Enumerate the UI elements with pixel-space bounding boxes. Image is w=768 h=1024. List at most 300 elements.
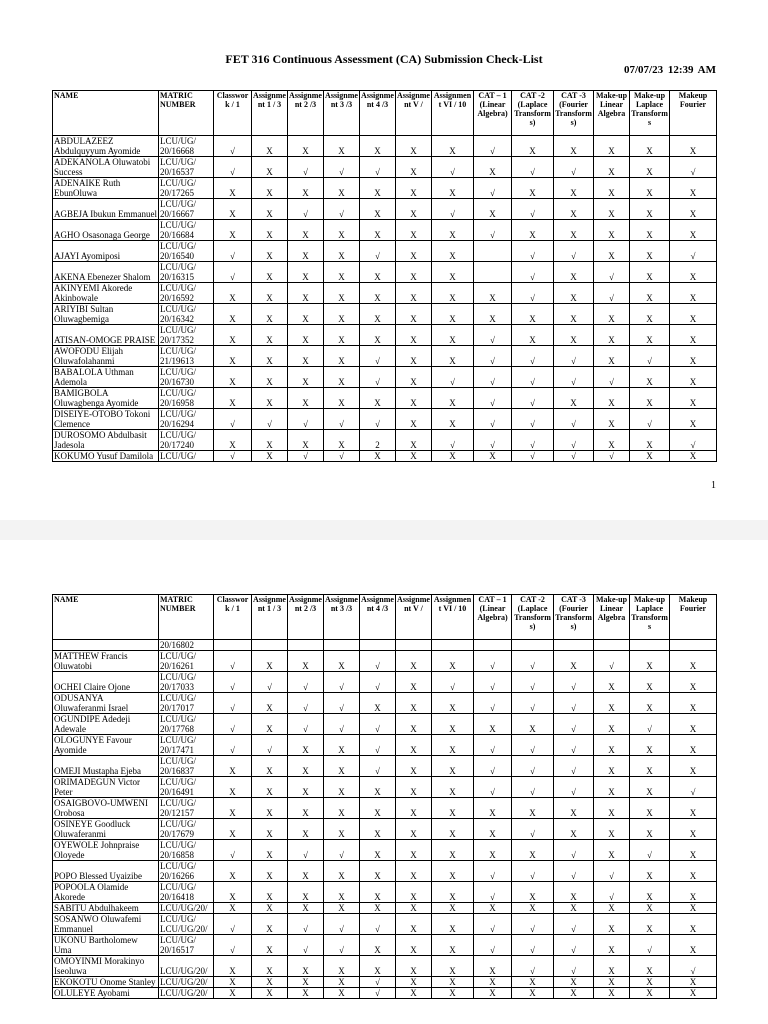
- submission-mark-cell: X: [288, 220, 324, 241]
- submission-mark-cell: X: [396, 262, 432, 283]
- submission-mark-cell: √: [554, 430, 594, 451]
- submission-mark-cell: √: [288, 157, 324, 178]
- submission-mark-cell: X: [214, 977, 252, 988]
- submission-mark-cell: X: [670, 262, 717, 283]
- submission-mark-cell: X: [594, 241, 630, 262]
- submission-mark-cell: X: [214, 798, 252, 819]
- submission-mark-cell: X: [474, 283, 512, 304]
- submission-mark-cell: √: [252, 672, 288, 693]
- submission-mark-cell: X: [670, 367, 717, 388]
- submission-mark-cell: X: [512, 325, 554, 346]
- submission-mark-cell: √: [324, 451, 360, 462]
- submission-mark-cell: √: [432, 199, 474, 220]
- submission-mark-cell: X: [594, 777, 630, 798]
- submission-mark-cell: X: [594, 735, 630, 756]
- submission-mark-cell: X: [214, 430, 252, 451]
- submission-mark-cell: X: [288, 388, 324, 409]
- submission-mark-cell: X: [324, 178, 360, 199]
- submission-mark-cell: √: [512, 409, 554, 430]
- submission-mark-cell: √: [512, 388, 554, 409]
- submission-mark-cell: X: [252, 199, 288, 220]
- matric-number-cell: LCU/UG/ 20/16592: [159, 283, 214, 304]
- submission-mark-cell: X: [432, 819, 474, 840]
- column-header: Assignment 2 /3: [288, 91, 324, 136]
- submission-mark-cell: X: [396, 220, 432, 241]
- matric-number-cell: LCU/UG/ 20/17352: [159, 325, 214, 346]
- submission-mark-cell: X: [288, 367, 324, 388]
- submission-mark-cell: X: [214, 882, 252, 903]
- submission-mark-cell: X: [432, 935, 474, 956]
- submission-mark-cell: X: [396, 136, 432, 157]
- submission-mark-cell: X: [594, 914, 630, 935]
- submission-mark-cell: √: [554, 451, 594, 462]
- submission-mark-cell: √: [324, 693, 360, 714]
- submission-mark-cell: X: [594, 136, 630, 157]
- matric-number-cell: LCU/UG/ 20/16858: [159, 840, 214, 861]
- table-row: [53, 956, 717, 977]
- submission-mark-cell: X: [630, 861, 670, 882]
- table-row: [53, 640, 717, 651]
- submission-mark-cell: X: [594, 693, 630, 714]
- submission-mark-cell: √: [554, 157, 594, 178]
- table-row: [53, 178, 717, 199]
- submission-mark-cell: X: [512, 903, 554, 914]
- submission-mark-cell: X: [630, 988, 670, 999]
- submission-mark-cell: X: [670, 977, 717, 988]
- student-name-cell: AJAYI Ayomiposi: [53, 241, 159, 262]
- submission-mark-cell: X: [432, 451, 474, 462]
- submission-mark-cell: X: [432, 262, 474, 283]
- submission-mark-cell: √: [474, 136, 512, 157]
- submission-mark-cell: X: [474, 819, 512, 840]
- submission-mark-cell: √: [214, 693, 252, 714]
- submission-mark-cell: √: [214, 136, 252, 157]
- submission-mark-cell: X: [670, 199, 717, 220]
- submission-mark-cell: X: [396, 651, 432, 672]
- submission-mark-cell: X: [360, 388, 396, 409]
- submission-mark-cell: X: [396, 903, 432, 914]
- student-name-cell: OMOYINMI Morakinyo Iseoluwa: [53, 956, 159, 977]
- submission-mark-cell: √: [594, 861, 630, 882]
- submission-mark-cell: √: [214, 935, 252, 956]
- submission-mark-cell: X: [554, 882, 594, 903]
- matric-number-cell: LCU/UG/ 20/16958: [159, 388, 214, 409]
- submission-mark-cell: X: [288, 777, 324, 798]
- matric-number-cell: LCU/UG/ 20/17768: [159, 714, 214, 735]
- column-header: Classwork / 1: [214, 595, 252, 640]
- submission-mark-cell: √: [324, 157, 360, 178]
- submission-mark-cell: X: [288, 735, 324, 756]
- submission-mark-cell: X: [594, 903, 630, 914]
- submission-mark-cell: √: [360, 409, 396, 430]
- column-header: CAT -2 (Laplace Transforms): [512, 91, 554, 136]
- submission-mark-cell: X: [630, 903, 670, 914]
- matric-number-cell: LCU/UG/ 20/17017: [159, 693, 214, 714]
- submission-mark-cell: X: [288, 956, 324, 977]
- submission-mark-cell: X: [670, 346, 717, 367]
- submission-mark-cell: X: [554, 220, 594, 241]
- submission-mark-cell: √: [360, 346, 396, 367]
- submission-mark-cell: X: [512, 840, 554, 861]
- submission-mark-cell: X: [396, 325, 432, 346]
- submission-mark-cell: X: [670, 988, 717, 999]
- matric-number-cell: LCU/UG/ 20/17033: [159, 672, 214, 693]
- submission-mark-cell: X: [594, 840, 630, 861]
- submission-mark-cell: X: [396, 819, 432, 840]
- submission-mark-cell: √: [288, 914, 324, 935]
- submission-mark-cell: [594, 640, 630, 651]
- submission-mark-cell: X: [670, 672, 717, 693]
- submission-mark-cell: √: [670, 430, 717, 451]
- submission-mark-cell: X: [252, 157, 288, 178]
- matric-number-cell: LCU/UG/ 20/16418: [159, 882, 214, 903]
- submission-mark-cell: X: [396, 199, 432, 220]
- submission-mark-cell: √: [554, 777, 594, 798]
- submission-mark-cell: √: [554, 756, 594, 777]
- matric-number-cell: LCU/UG/ 20/16342: [159, 304, 214, 325]
- submission-mark-cell: X: [360, 882, 396, 903]
- submission-mark-cell: X: [288, 178, 324, 199]
- submission-mark-cell: √: [554, 693, 594, 714]
- matric-number-cell: LCU/UG/ 20/16294: [159, 409, 214, 430]
- submission-mark-cell: √: [252, 735, 288, 756]
- table-row: [53, 283, 717, 304]
- submission-mark-cell: X: [554, 798, 594, 819]
- submission-mark-cell: X: [432, 136, 474, 157]
- submission-mark-cell: √: [324, 714, 360, 735]
- submission-mark-cell: √: [474, 325, 512, 346]
- submission-mark-cell: √: [360, 714, 396, 735]
- submission-mark-cell: X: [360, 861, 396, 882]
- submission-mark-cell: X: [594, 935, 630, 956]
- student-name-cell: AWOFODU Elijah Oluwafolahanmi: [53, 346, 159, 367]
- submission-mark-cell: X: [630, 241, 670, 262]
- submission-mark-cell: X: [630, 882, 670, 903]
- submission-mark-cell: √: [288, 693, 324, 714]
- submission-mark-cell: X: [360, 798, 396, 819]
- matric-number-cell: LCU/UG/ LCU/UG/20/: [159, 914, 214, 935]
- submission-mark-cell: √: [554, 735, 594, 756]
- column-header: Makeup Fourier: [670, 595, 717, 640]
- submission-mark-cell: [324, 640, 360, 651]
- submission-mark-cell: X: [630, 956, 670, 977]
- submission-mark-cell: X: [252, 220, 288, 241]
- submission-mark-cell: [214, 640, 252, 651]
- submission-mark-cell: X: [288, 262, 324, 283]
- submission-mark-cell: X: [594, 956, 630, 977]
- submission-mark-cell: [396, 640, 432, 651]
- submission-mark-cell: [670, 640, 717, 651]
- submission-mark-cell: X: [288, 756, 324, 777]
- submission-mark-cell: X: [324, 756, 360, 777]
- submission-mark-cell: X: [432, 651, 474, 672]
- submission-mark-cell: X: [670, 861, 717, 882]
- submission-mark-cell: [432, 640, 474, 651]
- document-title: FET 316 Continuous Assessment (CA) Submission Check-List: [225, 52, 543, 66]
- submission-mark-cell: X: [630, 430, 670, 451]
- submission-mark-cell: √: [594, 262, 630, 283]
- matric-number-cell: LCU/UG/ 20/16668: [159, 136, 214, 157]
- submission-mark-cell: X: [214, 178, 252, 199]
- submission-mark-cell: X: [432, 409, 474, 430]
- submission-mark-cell: X: [630, 819, 670, 840]
- submission-mark-cell: X: [324, 304, 360, 325]
- submission-mark-cell: √: [360, 914, 396, 935]
- submission-mark-cell: X: [396, 178, 432, 199]
- submission-mark-cell: X: [554, 136, 594, 157]
- matric-number-cell: LCU/UG/ 20/16684: [159, 220, 214, 241]
- submission-mark-cell: X: [214, 903, 252, 914]
- table-row: [53, 304, 717, 325]
- submission-mark-cell: X: [396, 914, 432, 935]
- submission-mark-cell: √: [512, 199, 554, 220]
- submission-mark-cell: X: [214, 956, 252, 977]
- submission-mark-cell: √: [474, 756, 512, 777]
- table-row: [53, 735, 717, 756]
- matric-number-cell: 20/16802: [159, 640, 214, 651]
- table-row: [53, 262, 717, 283]
- column-header: Assignment V /: [396, 595, 432, 640]
- submission-mark-cell: X: [670, 903, 717, 914]
- submission-mark-cell: X: [432, 882, 474, 903]
- submission-mark-cell: √: [214, 651, 252, 672]
- student-name-cell: DUROSOMO Abdulbasit Jadesola: [53, 430, 159, 451]
- submission-mark-cell: X: [360, 956, 396, 977]
- submission-mark-cell: X: [324, 819, 360, 840]
- submission-mark-cell: X: [670, 819, 717, 840]
- submission-mark-cell: X: [512, 304, 554, 325]
- submission-mark-cell: X: [594, 756, 630, 777]
- submission-mark-cell: X: [252, 451, 288, 462]
- student-name-cell: OLULEYE Ayobami: [53, 988, 159, 999]
- submission-mark-cell: √: [432, 430, 474, 451]
- checklist-table-page-2: [52, 594, 717, 999]
- submission-mark-cell: X: [554, 903, 594, 914]
- column-header: Assignment 4 /3: [360, 91, 396, 136]
- submission-mark-cell: X: [252, 367, 288, 388]
- submission-mark-cell: √: [474, 882, 512, 903]
- submission-mark-cell: X: [670, 325, 717, 346]
- submission-mark-cell: √: [554, 714, 594, 735]
- submission-mark-cell: X: [214, 220, 252, 241]
- table-row: [53, 988, 717, 999]
- submission-mark-cell: [512, 640, 554, 651]
- submission-mark-cell: √: [512, 346, 554, 367]
- submission-mark-cell: √: [432, 672, 474, 693]
- submission-mark-cell: X: [214, 283, 252, 304]
- submission-mark-cell: X: [396, 304, 432, 325]
- table-row: [53, 367, 717, 388]
- submission-mark-cell: X: [630, 672, 670, 693]
- submission-mark-cell: X: [594, 819, 630, 840]
- submission-mark-cell: X: [432, 903, 474, 914]
- submission-mark-cell: √: [630, 409, 670, 430]
- submission-mark-cell: X: [554, 651, 594, 672]
- submission-mark-cell: X: [252, 977, 288, 988]
- submission-mark-cell: X: [252, 693, 288, 714]
- column-header: Assignment 3 /3: [324, 91, 360, 136]
- submission-mark-cell: √: [554, 409, 594, 430]
- column-header: Assignment 2 /3: [288, 595, 324, 640]
- student-name-cell: ARIYIBI Sultan Oluwagbemiga: [53, 304, 159, 325]
- submission-mark-cell: √: [474, 346, 512, 367]
- submission-mark-cell: √: [554, 840, 594, 861]
- column-header: Make-up Laplace Transforms: [630, 595, 670, 640]
- student-name-cell: OYEWOLE Johnpraise Oloyede: [53, 840, 159, 861]
- column-header: Make-up Laplace Transforms: [630, 91, 670, 136]
- submission-mark-cell: X: [360, 840, 396, 861]
- submission-mark-cell: X: [252, 988, 288, 999]
- submission-mark-cell: X: [670, 840, 717, 861]
- submission-mark-cell: X: [288, 903, 324, 914]
- submission-mark-cell: √: [594, 882, 630, 903]
- submission-mark-cell: √: [474, 430, 512, 451]
- submission-mark-cell: X: [360, 178, 396, 199]
- student-name-cell: AGBEJA Ibukun Emmanuel: [53, 199, 159, 220]
- submission-mark-cell: X: [324, 241, 360, 262]
- submission-mark-cell: X: [324, 283, 360, 304]
- checklist-table-page-1: [52, 90, 717, 462]
- submission-mark-cell: X: [432, 346, 474, 367]
- student-name-cell: OCHEI Claire Ojone: [53, 672, 159, 693]
- submission-mark-cell: X: [432, 388, 474, 409]
- submission-mark-cell: X: [670, 409, 717, 430]
- table-row: [53, 756, 717, 777]
- table-row: [53, 388, 717, 409]
- submission-mark-cell: X: [396, 756, 432, 777]
- submission-mark-cell: X: [670, 283, 717, 304]
- submission-mark-cell: X: [432, 178, 474, 199]
- submission-mark-cell: √: [474, 777, 512, 798]
- column-header: CAT -3 (Fourier Transforms): [554, 91, 594, 136]
- student-name-cell: ADEKANOLA Oluwatobi Success: [53, 157, 159, 178]
- submission-mark-cell: X: [214, 819, 252, 840]
- table-row: [53, 861, 717, 882]
- submission-mark-cell: √: [474, 735, 512, 756]
- submission-mark-cell: X: [594, 977, 630, 988]
- submission-mark-cell: X: [432, 756, 474, 777]
- submission-mark-cell: √: [360, 672, 396, 693]
- submission-mark-cell: X: [396, 777, 432, 798]
- submission-mark-cell: √: [630, 714, 670, 735]
- submission-mark-cell: √: [214, 672, 252, 693]
- submission-mark-cell: X: [554, 178, 594, 199]
- student-name-cell: ORIMADEGUN Victor Peter: [53, 777, 159, 798]
- submission-mark-cell: X: [474, 840, 512, 861]
- submission-mark-cell: X: [630, 220, 670, 241]
- submission-mark-cell: X: [670, 651, 717, 672]
- column-header: NAME: [53, 91, 159, 136]
- matric-number-cell: LCU/UG/ 20/16540: [159, 241, 214, 262]
- submission-mark-cell: X: [252, 798, 288, 819]
- submission-mark-cell: √: [512, 693, 554, 714]
- submission-mark-cell: √: [512, 651, 554, 672]
- submission-mark-cell: X: [670, 388, 717, 409]
- submission-mark-cell: √: [360, 977, 396, 988]
- submission-mark-cell: X: [432, 325, 474, 346]
- submission-mark-cell: √: [288, 409, 324, 430]
- student-name-cell: AGHO Osasonaga George: [53, 220, 159, 241]
- submission-mark-cell: X: [512, 882, 554, 903]
- student-name-cell: ATISAN-OMOGE PRAISE: [53, 325, 159, 346]
- submission-mark-cell: X: [432, 304, 474, 325]
- submission-mark-cell: X: [288, 304, 324, 325]
- submission-mark-cell: X: [396, 840, 432, 861]
- submission-mark-cell: X: [360, 304, 396, 325]
- submission-mark-cell: X: [214, 777, 252, 798]
- submission-mark-cell: X: [670, 882, 717, 903]
- submission-mark-cell: √: [630, 935, 670, 956]
- submission-mark-cell: √: [360, 241, 396, 262]
- submission-mark-cell: X: [630, 199, 670, 220]
- submission-mark-cell: √: [214, 409, 252, 430]
- submission-mark-cell: X: [214, 304, 252, 325]
- submission-mark-cell: X: [594, 346, 630, 367]
- submission-mark-cell: √: [512, 367, 554, 388]
- column-header: CAT – 1 (Linear Algebra): [474, 91, 512, 136]
- submission-mark-cell: √: [288, 840, 324, 861]
- submission-mark-cell: √: [512, 861, 554, 882]
- submission-mark-cell: X: [594, 409, 630, 430]
- submission-mark-cell: X: [670, 714, 717, 735]
- submission-mark-cell: √: [512, 283, 554, 304]
- submission-mark-cell: √: [512, 819, 554, 840]
- submission-mark-cell: X: [432, 988, 474, 999]
- submission-mark-cell: X: [396, 988, 432, 999]
- submission-mark-cell: √: [360, 988, 396, 999]
- submission-mark-cell: X: [214, 988, 252, 999]
- submission-mark-cell: X: [432, 220, 474, 241]
- submission-mark-cell: X: [396, 451, 432, 462]
- submission-mark-cell: X: [554, 262, 594, 283]
- submission-mark-cell: X: [630, 651, 670, 672]
- student-name-cell: MATTHEW Francis Oluwatobi: [53, 651, 159, 672]
- column-header: Assignment 1 / 3: [252, 91, 288, 136]
- column-header: CAT -3 (Fourier Transforms): [554, 595, 594, 640]
- submission-mark-cell: X: [670, 798, 717, 819]
- submission-mark-cell: X: [288, 988, 324, 999]
- student-name-cell: OGUNDIPE Adedeji Adewale: [53, 714, 159, 735]
- submission-mark-cell: X: [324, 903, 360, 914]
- submission-mark-cell: 2: [360, 430, 396, 451]
- submission-mark-cell: X: [252, 882, 288, 903]
- submission-mark-cell: X: [252, 861, 288, 882]
- submission-mark-cell: X: [432, 977, 474, 988]
- student-name-cell: SABITU Abdulhakeem: [53, 903, 159, 914]
- matric-number-cell: LCU/UG/ 20/12157: [159, 798, 214, 819]
- submission-mark-cell: √: [474, 178, 512, 199]
- submission-mark-cell: X: [554, 304, 594, 325]
- submission-mark-cell: X: [512, 178, 554, 199]
- submission-mark-cell: √: [214, 735, 252, 756]
- submission-mark-cell: X: [252, 283, 288, 304]
- student-name-cell: ABDULAZEEZ Abdulquyyum Ayomide: [53, 136, 159, 157]
- table-row: [53, 220, 717, 241]
- submission-mark-cell: √: [554, 861, 594, 882]
- submission-mark-cell: X: [324, 882, 360, 903]
- submission-mark-cell: √: [670, 157, 717, 178]
- matric-number-cell: LCU/UG/ 20/16667: [159, 199, 214, 220]
- submission-mark-cell: X: [670, 451, 717, 462]
- submission-mark-cell: √: [512, 777, 554, 798]
- submission-mark-cell: X: [630, 977, 670, 988]
- submission-mark-cell: X: [288, 882, 324, 903]
- submission-mark-cell: X: [324, 430, 360, 451]
- submission-mark-cell: √: [214, 241, 252, 262]
- submission-mark-cell: X: [630, 735, 670, 756]
- submission-mark-cell: X: [252, 178, 288, 199]
- submission-mark-cell: √: [432, 157, 474, 178]
